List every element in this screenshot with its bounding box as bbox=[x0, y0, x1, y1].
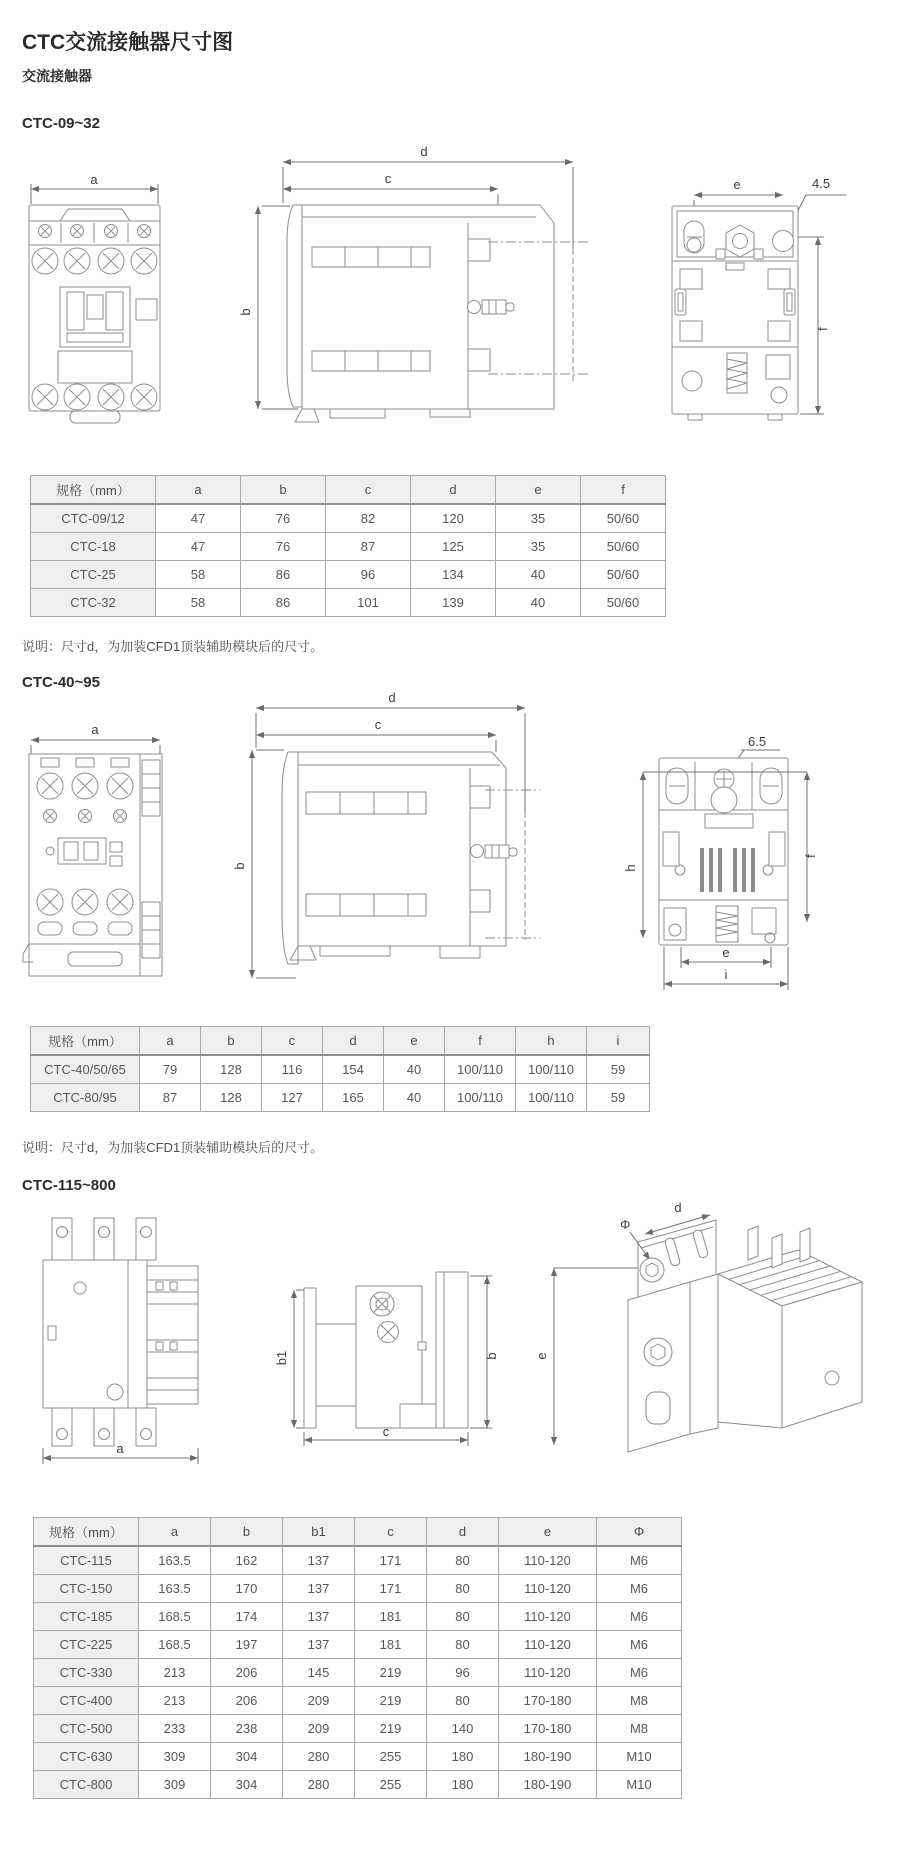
dimension-value-cell: 171 bbox=[355, 1574, 427, 1602]
dimension-value-cell: 100/110 bbox=[516, 1083, 587, 1111]
dimension-value-cell: 40 bbox=[384, 1083, 445, 1111]
dim-label-a: a bbox=[116, 1440, 124, 1456]
column-header: d bbox=[323, 1026, 384, 1055]
dimension-value-cell: 79 bbox=[140, 1055, 201, 1084]
spec-name-cell: CTC-330 bbox=[34, 1658, 139, 1686]
dimension-value-cell: 137 bbox=[283, 1630, 355, 1658]
spec-name-cell: CTC-09/12 bbox=[31, 504, 156, 533]
dimension-value-cell: 134 bbox=[411, 560, 496, 588]
dimension-value-cell: 137 bbox=[283, 1546, 355, 1575]
note-ctc-09-32: 说明：尺寸d，为加装CFD1顶装辅助模块后的尺寸。 bbox=[22, 638, 324, 654]
dim-label-c: c bbox=[384, 170, 392, 186]
column-header: 规格（mm） bbox=[31, 475, 156, 504]
dim-label-hole-4-5: 4.5 bbox=[812, 175, 831, 191]
dim-label-f: f bbox=[815, 327, 830, 331]
dim-label-b1: b1 bbox=[274, 1350, 289, 1365]
dim-label-b: b bbox=[238, 308, 253, 316]
dimension-value-cell: 304 bbox=[211, 1770, 283, 1798]
column-header: e bbox=[499, 1517, 597, 1546]
dimension-value-cell: 238 bbox=[211, 1714, 283, 1742]
dimension-value-cell: M6 bbox=[597, 1574, 682, 1602]
spec-name-cell: CTC-500 bbox=[34, 1714, 139, 1742]
dimension-value-cell: 50/60 bbox=[581, 504, 666, 533]
dimension-value-cell: 35 bbox=[496, 532, 581, 560]
dimension-value-cell: 128 bbox=[201, 1083, 262, 1111]
dimension-value-cell: 58 bbox=[156, 560, 241, 588]
table-row bbox=[34, 1546, 682, 1575]
dimension-value-cell: 197 bbox=[211, 1630, 283, 1658]
dimension-value-cell: 40 bbox=[496, 560, 581, 588]
table-row bbox=[31, 504, 666, 533]
dim-label-b: b bbox=[484, 1352, 499, 1360]
table-row bbox=[34, 1714, 682, 1742]
dimension-value-cell: 137 bbox=[283, 1602, 355, 1630]
dimension-value-cell: 110-120 bbox=[499, 1630, 597, 1658]
column-header: 规格（mm） bbox=[34, 1517, 139, 1546]
dimension-value-cell: 96 bbox=[427, 1658, 499, 1686]
spec-name-cell: CTC-32 bbox=[31, 588, 156, 616]
table-row bbox=[31, 1083, 650, 1111]
header-row bbox=[31, 1026, 650, 1055]
dim-label-e: e bbox=[733, 176, 741, 192]
dimension-value-cell: 35 bbox=[496, 504, 581, 533]
column-header: c bbox=[355, 1517, 427, 1546]
column-header: c bbox=[262, 1026, 323, 1055]
dimension-value-cell: 59 bbox=[587, 1055, 650, 1084]
table-row bbox=[31, 560, 666, 588]
dimension-value-cell: 110-120 bbox=[499, 1546, 597, 1575]
dimension-value-cell: 100/110 bbox=[445, 1055, 516, 1084]
dimension-value-cell: 87 bbox=[326, 532, 411, 560]
figure1-side-view bbox=[238, 144, 588, 422]
figure-row-ctc-09-32 bbox=[22, 143, 900, 449]
dimension-value-cell: 219 bbox=[355, 1714, 427, 1742]
dim-label-e: e bbox=[534, 1352, 549, 1360]
dim-label-c: c bbox=[382, 1423, 390, 1439]
dimension-value-cell: 80 bbox=[427, 1630, 499, 1658]
dimension-value-cell: 140 bbox=[427, 1714, 499, 1742]
dimension-value-cell: M8 bbox=[597, 1714, 682, 1742]
figure2-front-view bbox=[23, 722, 162, 976]
dimension-value-cell: 213 bbox=[139, 1686, 211, 1714]
dim-label-h: h bbox=[623, 864, 638, 872]
page-title: CTC交流接触器尺寸图 bbox=[22, 31, 234, 54]
figure-row-ctc-115-800 bbox=[22, 1199, 900, 1501]
column-header: b bbox=[241, 475, 326, 504]
dimension-value-cell: 170-180 bbox=[499, 1714, 597, 1742]
dimension-value-cell: 180 bbox=[427, 1770, 499, 1798]
column-header: e bbox=[496, 475, 581, 504]
dimension-value-cell: 206 bbox=[211, 1686, 283, 1714]
dimension-value-cell: 50/60 bbox=[581, 532, 666, 560]
column-header: b1 bbox=[283, 1517, 355, 1546]
dimension-value-cell: 280 bbox=[283, 1770, 355, 1798]
dimension-value-cell: 206 bbox=[211, 1658, 283, 1686]
table-row bbox=[31, 532, 666, 560]
column-header: e bbox=[384, 1026, 445, 1055]
spec-name-cell: CTC-630 bbox=[34, 1742, 139, 1770]
spec-name-cell: CTC-185 bbox=[34, 1602, 139, 1630]
dimension-value-cell: 128 bbox=[201, 1055, 262, 1084]
figure2-side-view bbox=[232, 690, 540, 978]
dimension-value-cell: 87 bbox=[140, 1083, 201, 1111]
dimension-value-cell: 137 bbox=[283, 1574, 355, 1602]
dimension-value-cell: 40 bbox=[496, 588, 581, 616]
column-header: d bbox=[427, 1517, 499, 1546]
dimension-value-cell: M6 bbox=[597, 1546, 682, 1575]
dimension-value-cell: 59 bbox=[587, 1083, 650, 1111]
dimension-value-cell: 50/60 bbox=[581, 560, 666, 588]
table-row bbox=[31, 1055, 650, 1084]
page-subtitle: 交流接触器 bbox=[22, 68, 92, 85]
dimension-value-cell: M10 bbox=[597, 1770, 682, 1798]
dim-label-d: d bbox=[420, 143, 428, 159]
column-header: h bbox=[516, 1026, 587, 1055]
dimension-value-cell: 82 bbox=[326, 504, 411, 533]
dimension-value-cell: 219 bbox=[355, 1686, 427, 1714]
dimension-value-cell: 76 bbox=[241, 532, 326, 560]
dimension-value-cell: 40 bbox=[384, 1055, 445, 1084]
dimension-value-cell: 213 bbox=[139, 1658, 211, 1686]
dimension-value-cell: 110-120 bbox=[499, 1574, 597, 1602]
spec-name-cell: CTC-400 bbox=[34, 1686, 139, 1714]
dimension-value-cell: 80 bbox=[427, 1686, 499, 1714]
spec-name-cell: CTC-25 bbox=[31, 560, 156, 588]
spec-table-ctc-115-800 bbox=[33, 1517, 682, 1799]
dimension-value-cell: 280 bbox=[283, 1742, 355, 1770]
table-row bbox=[34, 1602, 682, 1630]
dimension-value-cell: 181 bbox=[355, 1602, 427, 1630]
dim-label-c: c bbox=[374, 716, 382, 732]
dimension-value-cell: 162 bbox=[211, 1546, 283, 1575]
dimension-value-cell: 163.5 bbox=[139, 1574, 211, 1602]
dimension-value-cell: 100/110 bbox=[516, 1055, 587, 1084]
spec-table-ctc-40-95 bbox=[30, 1026, 650, 1112]
column-header: d bbox=[411, 475, 496, 504]
column-header: f bbox=[445, 1026, 516, 1055]
dimension-value-cell: 209 bbox=[283, 1686, 355, 1714]
dimension-value-cell: 219 bbox=[355, 1658, 427, 1686]
dimension-value-cell: 76 bbox=[241, 504, 326, 533]
dimension-value-cell: 86 bbox=[241, 560, 326, 588]
dimension-value-cell: 168.5 bbox=[139, 1602, 211, 1630]
spec-name-cell: CTC-150 bbox=[34, 1574, 139, 1602]
dimension-value-cell: 209 bbox=[283, 1714, 355, 1742]
dimension-value-cell: 80 bbox=[427, 1546, 499, 1575]
dimension-value-cell: 168.5 bbox=[139, 1630, 211, 1658]
dimension-value-cell: M10 bbox=[597, 1742, 682, 1770]
dimension-value-cell: 163.5 bbox=[139, 1546, 211, 1575]
dimension-value-cell: 120 bbox=[411, 504, 496, 533]
column-header: b bbox=[201, 1026, 262, 1055]
dimension-value-cell: 180 bbox=[427, 1742, 499, 1770]
dimension-value-cell: M8 bbox=[597, 1686, 682, 1714]
table-row bbox=[34, 1770, 682, 1798]
dimension-value-cell: 309 bbox=[139, 1770, 211, 1798]
dimension-value-cell: 100/110 bbox=[445, 1083, 516, 1111]
dimension-value-cell: 171 bbox=[355, 1546, 427, 1575]
dimension-value-cell: 96 bbox=[326, 560, 411, 588]
section-heading-ctc-115-800: CTC-115~800 bbox=[22, 1176, 116, 1194]
dimension-value-cell: M6 bbox=[597, 1658, 682, 1686]
figure3-front-view bbox=[43, 1218, 198, 1464]
dim-label-b: b bbox=[232, 862, 247, 870]
dimension-value-cell: 80 bbox=[427, 1574, 499, 1602]
table-row bbox=[34, 1742, 682, 1770]
dimension-value-cell: 86 bbox=[241, 588, 326, 616]
dimension-value-cell: 127 bbox=[262, 1083, 323, 1111]
figure3-isometric-view bbox=[534, 1200, 862, 1452]
dimension-value-cell: 47 bbox=[156, 532, 241, 560]
dimension-value-cell: 255 bbox=[355, 1742, 427, 1770]
column-header: i bbox=[587, 1026, 650, 1055]
spec-name-cell: CTC-80/95 bbox=[31, 1083, 140, 1111]
column-header: b bbox=[211, 1517, 283, 1546]
dim-label-hole-6-5: 6.5 bbox=[748, 733, 767, 749]
dimension-value-cell: M6 bbox=[597, 1602, 682, 1630]
dim-label-i: i bbox=[724, 966, 728, 982]
dimension-value-cell: 154 bbox=[323, 1055, 384, 1084]
dim-label-phi: Φ bbox=[620, 1216, 631, 1232]
dimension-value-cell: 180-190 bbox=[499, 1770, 597, 1798]
column-header: c bbox=[326, 475, 411, 504]
column-header: a bbox=[139, 1517, 211, 1546]
dim-label-a: a bbox=[91, 721, 99, 737]
dimension-value-cell: 174 bbox=[211, 1602, 283, 1630]
figure2-rear-view bbox=[623, 734, 818, 990]
note-ctc-40-95: 说明：尺寸d，为加装CFD1顶装辅助模块后的尺寸。 bbox=[22, 1139, 324, 1155]
dimension-value-cell: 50/60 bbox=[581, 588, 666, 616]
dimension-value-cell: 116 bbox=[262, 1055, 323, 1084]
header-row bbox=[31, 475, 666, 504]
dimension-value-cell: 125 bbox=[411, 532, 496, 560]
column-header: Φ bbox=[597, 1517, 682, 1546]
dim-label-a: a bbox=[90, 171, 98, 187]
figure1-front-view bbox=[29, 172, 160, 423]
figure1-rear-view bbox=[672, 176, 846, 420]
table-row bbox=[34, 1658, 682, 1686]
dimension-value-cell: 304 bbox=[211, 1742, 283, 1770]
spec-name-cell: CTC-800 bbox=[34, 1770, 139, 1798]
dimension-value-cell: 255 bbox=[355, 1770, 427, 1798]
dimension-value-cell: 170 bbox=[211, 1574, 283, 1602]
spec-name-cell: CTC-115 bbox=[34, 1546, 139, 1575]
spec-name-cell: CTC-40/50/65 bbox=[31, 1055, 140, 1084]
table-row bbox=[34, 1574, 682, 1602]
table-row bbox=[34, 1630, 682, 1658]
figure3-side-view bbox=[274, 1272, 499, 1446]
section-heading-ctc-40-95: CTC-40~95 bbox=[22, 673, 100, 691]
dimension-value-cell: 165 bbox=[323, 1083, 384, 1111]
column-header: 规格（mm） bbox=[31, 1026, 140, 1055]
spec-name-cell: CTC-225 bbox=[34, 1630, 139, 1658]
dimension-value-cell: 145 bbox=[283, 1658, 355, 1686]
table-row bbox=[31, 588, 666, 616]
dimension-value-cell: 110-120 bbox=[499, 1602, 597, 1630]
dimension-value-cell: 181 bbox=[355, 1630, 427, 1658]
dimension-value-cell: 58 bbox=[156, 588, 241, 616]
dimension-value-cell: 139 bbox=[411, 588, 496, 616]
header-row bbox=[34, 1517, 682, 1546]
section-heading-ctc-09-32: CTC-09~32 bbox=[22, 114, 100, 132]
column-header: a bbox=[140, 1026, 201, 1055]
spec-table-ctc-09-32 bbox=[30, 475, 666, 617]
dim-label-f: f bbox=[803, 854, 818, 858]
dimension-value-cell: 170-180 bbox=[499, 1686, 597, 1714]
dimension-value-cell: 180-190 bbox=[499, 1742, 597, 1770]
dimension-value-cell: 110-120 bbox=[499, 1658, 597, 1686]
dim-label-d: d bbox=[388, 689, 396, 705]
column-header: a bbox=[156, 475, 241, 504]
dimension-value-cell: 101 bbox=[326, 588, 411, 616]
column-header: f bbox=[581, 475, 666, 504]
dimension-value-cell: 309 bbox=[139, 1742, 211, 1770]
dimension-value-cell: M6 bbox=[597, 1630, 682, 1658]
dimension-value-cell: 47 bbox=[156, 504, 241, 533]
figure-row-ctc-40-95 bbox=[22, 689, 900, 1010]
dimension-value-cell: 233 bbox=[139, 1714, 211, 1742]
dim-label-d: d bbox=[674, 1199, 682, 1215]
dimension-value-cell: 80 bbox=[427, 1602, 499, 1630]
table-row bbox=[34, 1686, 682, 1714]
spec-name-cell: CTC-18 bbox=[31, 532, 156, 560]
dim-label-e: e bbox=[722, 944, 730, 960]
